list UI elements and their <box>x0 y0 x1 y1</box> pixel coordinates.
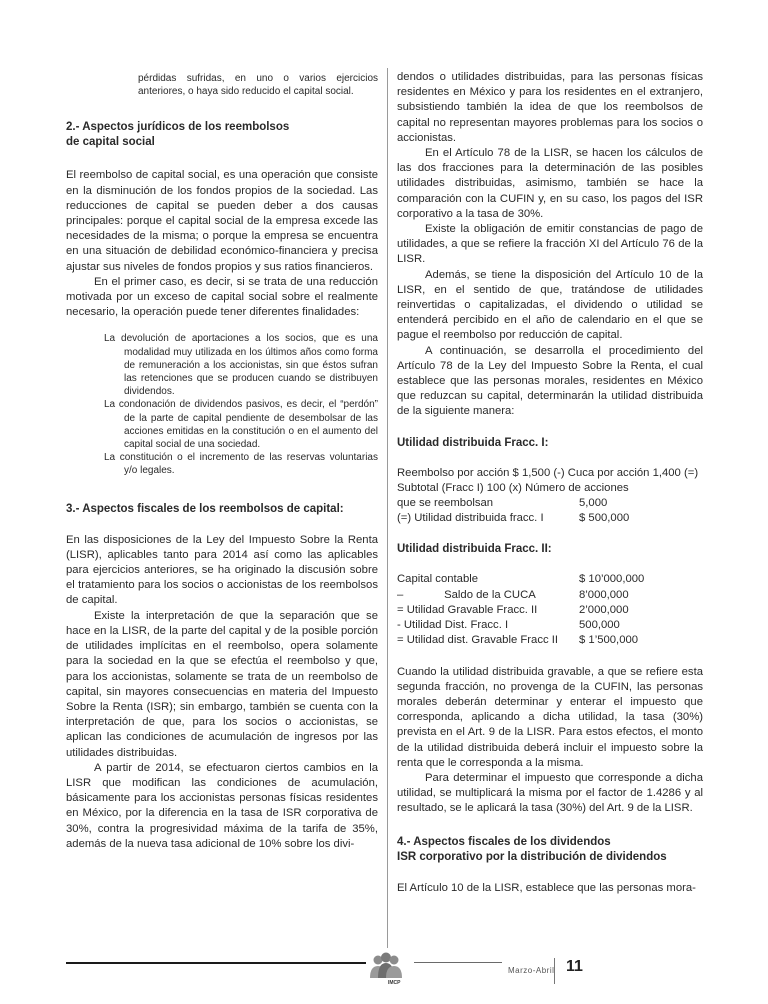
table-row <box>397 633 644 648</box>
footer-rule <box>414 962 502 963</box>
paragraph: Para determinar el impuesto que corresponde a dicha utilidad, se multiplicará la misma por el factor de 1.4286 y al resultado, se le aplicará la tasa (30%) del Art. 9 de la LISR. <box>397 771 703 815</box>
list-item: La condonación de dividendos pasivos, es decir, el “perdón” de la parte de capital pendiente de desembolsar de las acciones emitidas en la constitución o en el aumento del capital social de una sociedad. <box>104 399 378 451</box>
table-cell-value: $ 1’500,000 <box>579 634 639 647</box>
logo-text: IMCP <box>388 980 401 986</box>
paragraph: Además, se tiene la disposición del Artículo 10 de la LISR, en el sentido de que, tratándose de utilidades reinvertidas o capitalizadas, el dividendo o utilidad se entenderá percibido en el año de calendario en el que se pague el reembolso por reducción de capital. <box>397 268 703 342</box>
table-cell-value: $ 10’000,000 <box>579 573 645 586</box>
paragraph: Existe la obligación de emitir constancias de pago de utilidades, a que se refiere la fracción XI del Artículo 76 de la LISR. <box>397 223 703 266</box>
table-row <box>397 572 644 587</box>
footer-rule <box>66 962 366 964</box>
table-cell-label: Capital contable <box>397 573 479 586</box>
issue-month: Marzo-Abril <box>508 966 555 975</box>
section-4-title <box>397 835 703 865</box>
imcp-logo-icon <box>364 952 408 986</box>
paragraph: Existe la interpretación de que la separación que se hace en la LISR, de la parte del capital y de la posible porción de utilidades implícitas en el reembolso, opera solamente para la sociedad en la que se efectúa el reembolso y que, para los accionistas, solamente se trata de un reembolso de capital, sin mayores consecuencias en materia del Impuesto Sobre la Renta (ISR); sin embargo, también se cuenta con la interpretación de que, para los socios o accionistas, se aplican las condiciones de acumulación de ingresos por las utilidades distribuidas. <box>66 609 378 759</box>
table-row <box>397 603 644 618</box>
table-row <box>397 511 629 526</box>
page-footer <box>0 952 768 992</box>
purposes-list <box>66 332 378 477</box>
table-row <box>397 496 629 511</box>
paragraph: A partir de 2014, se efectuaron ciertos cambios en la LISR que modifican las condiciones de acumulación, básicamente para los accionistas personas físicas residentes en México, por la diferencia en la tasa de ISR corporativa de 30%, contra la progresividad máxima de la tarifa de 35%, además de la nueva tasa adicional de 10% sobre los divi- <box>66 761 378 850</box>
section-4-title-line2: ISR corporativo por la distribución de dividendos <box>397 850 667 863</box>
paragraph: Cuando la utilidad distribuida gravable, a que se refiere esta segunda fracción, no provenga de la CUFIN, las personas morales deberán determinar y enterar el impuesto que corresponda, aplicando a dicha utilidad, la tasa (30%) prevista en el Art. 9 de la LISR. Para estos efectos, el monto de la utilidad distribuida deberá incluir el impuesto sobre la renta que le corresponda a la misma. <box>397 665 703 769</box>
right-column <box>397 0 703 896</box>
table-cell-value: 5,000 <box>579 497 608 510</box>
column-divider <box>387 68 388 948</box>
fracc-1-line: Subtotal (Fracc I) 100 (x) Número de acciones <box>397 481 629 494</box>
table-cell-label: (=) Utilidad distribuida fracc. I <box>397 512 544 525</box>
paragraph: dendos o utilidades distribuidas, para las personas físicas residentes en México y para los residentes en el extranjero, subsistiendo también la idea de que los reembolsos de capital no representan mayores problemas para los socios o accionistas. <box>397 71 703 144</box>
table-cell-value: 500,000 <box>579 619 620 632</box>
paragraph: En las disposiciones de la Ley del Impuesto Sobre la Renta (LISR), aplicables tanto para 2014 así como las aplicables para ejercicios anteriores, se ha originado la discusión sobre el tratamiento para los socios o accionistas de los reembolsos de capital. <box>66 533 378 607</box>
table-cell-value: 8’000,000 <box>579 588 629 601</box>
section-4-title-line1: 4.- Aspectos fiscales de los dividendos <box>397 835 611 848</box>
fracc-2-table <box>397 572 644 648</box>
table-cell-label: - Utilidad Dist. Fracc. I <box>397 619 509 632</box>
footer-separator <box>554 958 555 984</box>
left-column <box>66 0 378 852</box>
table-cell-value: $ 500,000 <box>579 512 630 525</box>
section-2-title-line1: 2.- Aspectos jurídicos de los reembolsos <box>66 121 290 134</box>
list-item: La constitución o el incremento de las reservas voluntarias y/o legales. <box>104 452 378 477</box>
fracc-1-title: Utilidad distribuida Fracc. I: <box>397 436 549 449</box>
paragraph: A continuación, se desarrolla el procedimiento del Artículo 78 de la Ley del Impuesto Sobre la Renta, el cual establece que las personas morales, residentes en México que reduzcan su capital, determinarán la utilidad distribuida de la siguiente manera: <box>397 344 703 418</box>
fracc-1-table <box>397 496 629 526</box>
table-cell-value: 2’000,000 <box>579 603 629 616</box>
section-2-title-line2: de capital social <box>66 136 155 149</box>
table-row <box>397 588 644 603</box>
paragraph: En el primer caso, es decir, si se trata de una reducción motivada por un exceso de capital social sobre el realmente necesario, la operación puede tener diferentes finalidades: <box>66 275 378 319</box>
table-cell-label: – Saldo de la CUCA <box>397 588 536 601</box>
table-row <box>397 618 644 633</box>
fracc-1-line: Reembolso por acción $ 1,500 (-) Cuca por acción 1,400 (=) <box>397 466 699 479</box>
intro-quote: pérdidas sufridas, en uno o varios ejercicios anteriores, o haya sido reducido el capital social. <box>138 73 378 98</box>
paragraph: El Artículo 10 de la LISR, establece que las personas mora- <box>397 881 696 894</box>
section-2-title <box>66 120 378 150</box>
table-cell-label: = Utilidad dist. Gravable Fracc II <box>397 634 559 647</box>
table-cell-label: = Utilidad Gravable Fracc. II <box>397 603 538 616</box>
paragraph: El reembolso de capital social, es una operación que consiste en la disminución de los fondos propios de la sociedad. Las reducciones de capital se pueden deber a dos causas principales: porque el capital social de la empresa excede las necesidades de la misma; o porque la empresa se encuentra en una situación de debilidad económico-financiera y precisa ajustar sus niveles de fondos propios y sus ratios financieros. <box>66 169 378 273</box>
fracc-2-title: Utilidad distribuida Fracc. II: <box>397 543 552 556</box>
paragraph: En el Artículo 78 de la LISR, se hacen los cálculos de las dos fracciones para la determinación de las posibles utilidades distribuidas, asimismo, también se hace la comparación con la CUFIN y, en su caso, los pagos del ISR corporativo a la tasa de 30%. <box>397 147 703 220</box>
page-number: 11 <box>566 958 583 975</box>
section-3-title: 3.- Aspectos fiscales de los reembolsos de capital: <box>66 502 344 515</box>
list-item: La devolución de aportaciones a los socios, que es una modalidad muy utilizada en los últimos años como forma de remuneración a los accionistas, sin que éstos sufran las retenciones que se producen cuando se distribuyen dividendos. <box>104 333 378 398</box>
table-cell-label: que se reembolsan <box>397 497 494 510</box>
